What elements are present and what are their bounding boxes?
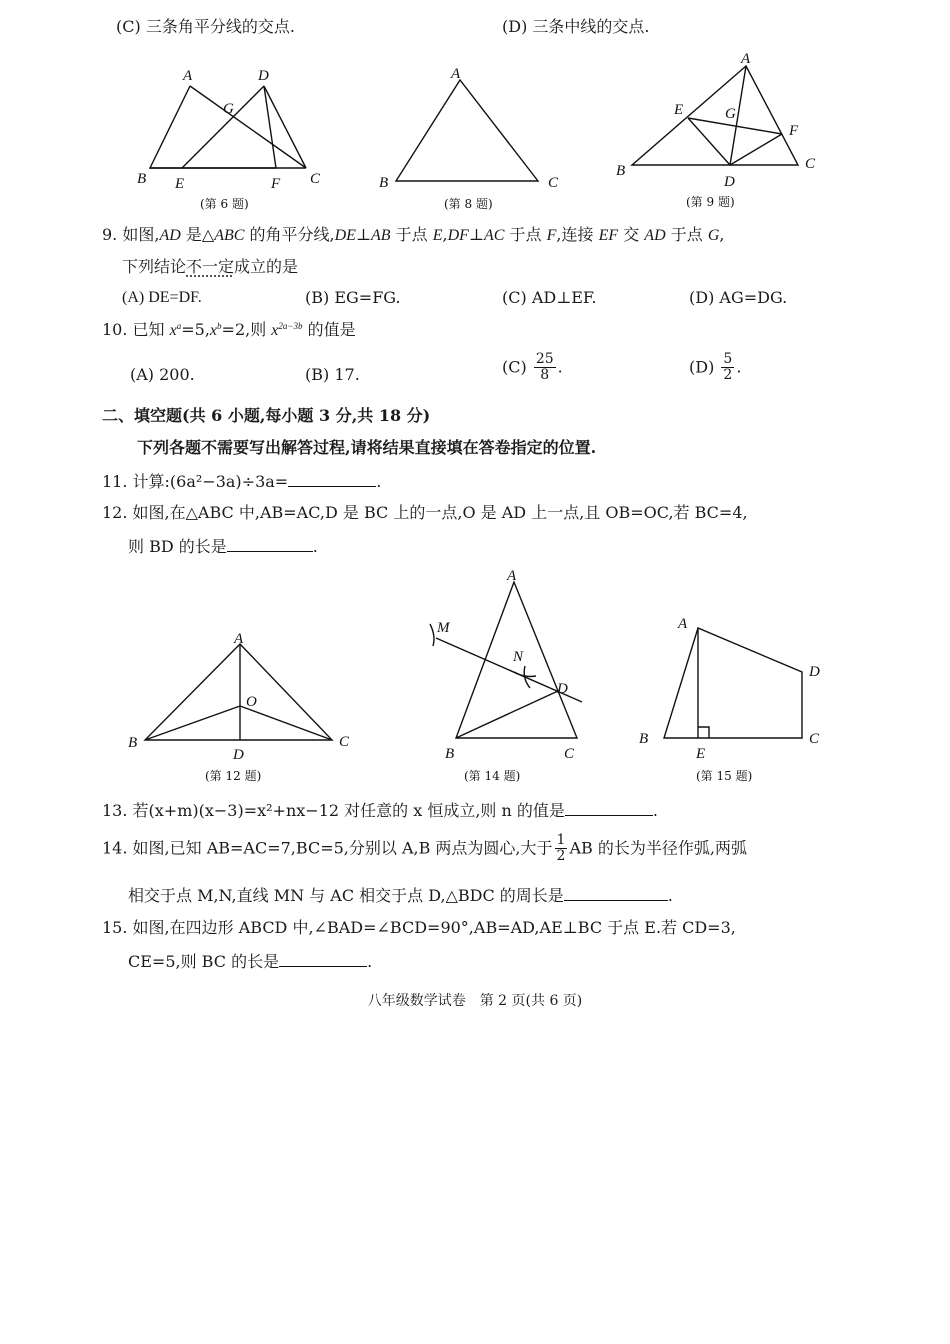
fig14-caption: (第 14 题) — [464, 769, 521, 783]
q9-text: , — [719, 225, 725, 244]
q10-option-c-fraction — [534, 352, 556, 383]
q10-option-b: (B) 17. — [305, 365, 360, 384]
q15-line2 — [128, 950, 372, 972]
fig6-label: D — [258, 68, 269, 84]
q11-text: 11. 计算:(6a²−3a)÷3a= — [102, 472, 289, 491]
q9-text: AD — [644, 227, 666, 244]
q9-text: 下列结论 — [122, 257, 187, 276]
q14-text: 14. 如图,已知 AB=AC=7,BC=5,分别以 A,B 两点为圆心,大于 — [102, 838, 553, 858]
figure-14 — [430, 568, 582, 783]
fig12-label: B — [128, 735, 138, 751]
q13 — [102, 799, 658, 821]
q9-text: ⊥ — [468, 225, 484, 244]
q12-answer-blank[interactable] — [227, 535, 313, 552]
fig12-triangle — [145, 644, 332, 740]
q14-answer-blank[interactable] — [564, 884, 668, 901]
q9-text: 如图, — [122, 225, 160, 244]
q14-text: AB 的长为半径作弧,两弧 — [569, 838, 747, 858]
figure-6 — [137, 68, 321, 211]
fig6-label: A — [183, 68, 193, 84]
figure-8 — [379, 66, 559, 211]
fig6-label: C — [310, 171, 321, 187]
fig9-caption: (第 9 题) — [686, 195, 735, 209]
q14-line1 — [102, 833, 747, 864]
period: . — [652, 801, 658, 820]
fig15-label: B — [639, 731, 649, 747]
fig14-arc-n2 — [514, 672, 536, 677]
fig6-label: B — [137, 171, 147, 187]
q9-text: G — [707, 227, 720, 244]
fig15-label: D — [809, 664, 820, 680]
q9-text: ABC — [214, 227, 245, 244]
fig12-label: D — [233, 747, 244, 763]
q12-text: 则 BD 的长是 — [128, 537, 227, 556]
fig15-label: E — [696, 746, 706, 762]
q9-text: 于点 — [504, 225, 547, 244]
fig15-caption: (第 15 题) — [696, 769, 753, 783]
q9-option-c: (C) AD⊥EF. — [502, 288, 597, 307]
q13-text: 13. 若(x+m)(x−3)=x²+nx−12 对任意的 x 恒成立,则 n 的值是 — [102, 801, 565, 820]
fig6-caption: (第 6 题) — [200, 197, 249, 211]
q10-option-c-label: (C) — [502, 357, 527, 377]
q9-text: ⊥ — [355, 225, 371, 244]
fig9-label: B — [616, 163, 626, 179]
period: . — [367, 952, 373, 971]
fig9-label: F — [789, 123, 799, 139]
fig14-label: N — [513, 649, 524, 665]
q12-line2 — [128, 535, 318, 557]
q9-option-a: (A) DE=DF. — [122, 289, 202, 306]
q9-text: AB — [370, 227, 391, 244]
q9-number: 9. — [102, 225, 118, 244]
fig12-label: A — [234, 631, 244, 647]
figure-9 — [616, 51, 816, 209]
fig6-label: E — [175, 176, 185, 192]
q10-var: x — [209, 322, 218, 339]
fig12-label: O — [246, 694, 257, 710]
q10-text: =5, — [181, 320, 210, 339]
fig14-label: C — [564, 746, 575, 762]
period: . — [667, 886, 673, 905]
fig12-caption: (第 12 题) — [205, 769, 262, 783]
q9-text: 于点 — [665, 225, 708, 244]
fig12-label: C — [339, 734, 350, 750]
fig9-label: E — [674, 102, 684, 118]
fig15-quadrilateral — [664, 628, 802, 738]
q11 — [102, 470, 381, 492]
fraction-denominator: 2 — [556, 848, 566, 864]
q9-text: AD — [159, 227, 181, 244]
fig9-label: C — [805, 156, 816, 172]
fig14-label: M — [437, 620, 450, 636]
fig14-label: A — [507, 568, 517, 584]
section-2-title: 二、填空题(共 6 小题,每小题 3 分,共 18 分) — [102, 406, 431, 425]
q10-var: x — [271, 322, 279, 339]
q11-answer-blank[interactable] — [288, 470, 376, 487]
section-2-instruction: 下列各题不需要写出解答过程,请将结果直接填在答卷指定的位置. — [137, 438, 597, 457]
q9-text: 成立的是 — [234, 257, 299, 276]
fig6-label: G — [223, 101, 234, 117]
fig9-line-fd — [730, 134, 782, 165]
q9-text: 是△ — [180, 225, 215, 244]
q15-text: CE=5,则 BC 的长是 — [128, 952, 280, 971]
fig6-triangle-abe — [150, 86, 276, 168]
fig9-label: G — [725, 106, 736, 122]
fig12-line-bo — [145, 706, 240, 740]
q9-stem — [102, 225, 724, 246]
q10-option-a: (A) 200. — [130, 365, 195, 384]
q9-text: 于点 — [390, 225, 433, 244]
q9-text: F — [546, 227, 557, 244]
q8-option-c: (C) 三条角平分线的交点. — [116, 17, 295, 36]
figure-12 — [128, 631, 350, 783]
fig15-right-angle — [698, 727, 709, 738]
period: . — [736, 357, 742, 377]
q9-text: DF — [447, 227, 469, 244]
q10-option-d-fraction — [721, 352, 734, 383]
fig9-label: D — [724, 174, 735, 190]
figure-15 — [639, 616, 820, 783]
fig15-label: A — [678, 616, 688, 632]
fig9-triangle — [632, 66, 798, 165]
fig14-label: B — [445, 746, 455, 762]
fig6-label: F — [271, 176, 281, 192]
fraction-denominator: 8 — [540, 367, 550, 383]
fig8-triangle — [396, 80, 538, 181]
q9-text: 交 — [618, 225, 645, 244]
period: . — [312, 537, 318, 556]
q10-text: 已知 — [132, 320, 170, 339]
q9-text: 的角平分线, — [244, 225, 335, 244]
fig8-label: B — [379, 175, 389, 191]
q10-text: 的值是 — [302, 320, 356, 339]
q13-answer-blank[interactable] — [565, 799, 653, 816]
q9-line2 — [122, 257, 298, 277]
q10-option-d-label: (D) — [689, 357, 715, 377]
q10-exp: b — [217, 321, 222, 331]
period: . — [557, 357, 563, 377]
q10-option-d — [689, 352, 741, 383]
fraction-denominator: 2 — [723, 367, 733, 383]
fig12-line-co — [240, 706, 332, 740]
q12-line1: 12. 如图,在△ABC 中,AB=AC,D 是 BC 上的一点,O 是 AD 上一点,且 OB=OC,若 BC=4, — [102, 503, 748, 522]
q15-line1: 15. 如图,在四边形 ABCD 中,∠BAD=∠BCD=90°,AB=AD,AE⊥BC 于点 E.若 CD=3, — [102, 918, 736, 937]
q9-text: ,连接 — [556, 225, 599, 244]
q9-text: EF — [598, 227, 619, 244]
q10-stem — [102, 320, 356, 341]
q14-fraction — [555, 833, 568, 864]
q9-text: AC — [483, 227, 505, 244]
fraction-numerator: 1 — [556, 832, 566, 848]
fig14-label: D — [557, 681, 568, 697]
fig6-line-de — [182, 86, 264, 168]
page-footer: 八年级数学试卷 第 2 页(共 6 页) — [367, 993, 583, 1009]
fig14-arc-m — [430, 624, 434, 646]
fig15-label: C — [809, 731, 820, 747]
fig8-label: A — [451, 66, 461, 82]
fig8-caption: (第 8 题) — [444, 197, 493, 211]
q9-option-d: (D) AG=DG. — [689, 288, 788, 307]
q8-option-d: (D) 三条中线的交点. — [502, 17, 650, 36]
fraction-numerator: 5 — [723, 351, 733, 367]
q10-option-c — [502, 352, 563, 383]
q9-text: DE — [334, 227, 356, 244]
q10-text: =2,则 — [221, 320, 272, 339]
q9-text: , — [442, 225, 448, 244]
q14-line2 — [128, 884, 673, 906]
figure-row-2 — [0, 560, 950, 790]
q10-number: 10. — [102, 320, 128, 339]
fig6-line-ac — [190, 86, 306, 168]
q9-emphasis: 不一定 — [186, 257, 235, 276]
q10-var: x — [169, 322, 177, 339]
q10-exp: 2a−3b — [278, 321, 303, 331]
q10-exp: a — [176, 321, 182, 331]
fig9-label: A — [741, 51, 751, 67]
q9-text: E — [432, 227, 443, 244]
figure-row-1 — [0, 40, 950, 220]
q15-answer-blank[interactable] — [279, 950, 367, 967]
q14-text: 相交于点 M,N,直线 MN 与 AC 相交于点 D,△BDC 的周长是 — [128, 886, 564, 905]
fig9-line-ed — [688, 118, 730, 165]
period: . — [376, 472, 382, 491]
fig8-label: C — [548, 175, 559, 191]
fraction-numerator: 25 — [535, 351, 554, 367]
q9-option-b: (B) EG=FG. — [305, 288, 401, 307]
